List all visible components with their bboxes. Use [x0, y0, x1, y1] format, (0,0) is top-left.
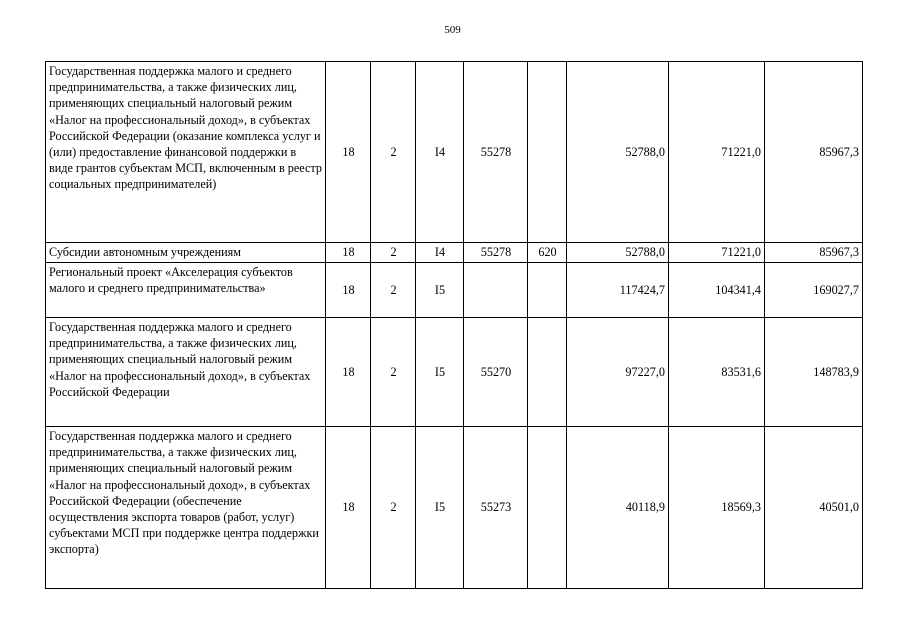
amount-year-1: 52788,0 — [567, 243, 669, 263]
table-row — [46, 243, 863, 263]
amount-year-2: 71221,0 — [669, 62, 765, 243]
section-code: 2 — [371, 427, 416, 589]
target-code — [464, 263, 528, 318]
row-name: Региональный проект «Акселерация субъектов малого и среднего предпринимательства» — [46, 263, 326, 318]
amount-year-2: 71221,0 — [669, 243, 765, 263]
row-name: Субсидии автономным учреждениям — [46, 243, 326, 263]
amount-year-2: 18569,3 — [669, 427, 765, 589]
target-code: 55278 — [464, 62, 528, 243]
ministry-code: 18 — [326, 243, 371, 263]
amount-year-3: 169027,7 — [765, 263, 863, 318]
row-name: Государственная поддержка малого и среднего предпринимательства, а также физических лиц, применяющих специальный налоговый режим «Налог на профессиональный доход», в субъектах Российской Федерации (оказание комплекса услуг и (или) предоставление финансовой поддержки в виде грантов субъектам МСП, включенным в реестр социальных предпринимателей) — [46, 62, 326, 243]
ministry-code: 18 — [326, 427, 371, 589]
amount-year-1: 40118,9 — [567, 427, 669, 589]
target-code: 55270 — [464, 318, 528, 427]
expense-type-code: 620 — [528, 243, 567, 263]
ministry-code: 18 — [326, 62, 371, 243]
ministry-code: 18 — [326, 263, 371, 318]
table-row — [46, 318, 863, 427]
row-name: Государственная поддержка малого и среднего предпринимательства, а также физических лиц, применяющих специальный налоговый режим «Налог на профессиональный доход», в субъектах Российской Федерации (обеспечение осуществления экспорта товаров (работ, услуг) субъектами МСП при поддержке центра поддержки экспорта) — [46, 427, 326, 589]
amount-year-3: 40501,0 — [765, 427, 863, 589]
expense-type-code — [528, 263, 567, 318]
subsection-code: I5 — [416, 427, 464, 589]
amount-year-1: 52788,0 — [567, 62, 669, 243]
table-row — [46, 427, 863, 589]
section-code: 2 — [371, 62, 416, 243]
amount-year-2: 104341,4 — [669, 263, 765, 318]
subsection-code: I4 — [416, 243, 464, 263]
amount-year-1: 117424,7 — [567, 263, 669, 318]
section-code: 2 — [371, 263, 416, 318]
table-row — [46, 263, 863, 318]
row-name: Государственная поддержка малого и среднего предпринимательства, а также физических лиц, применяющих специальный налоговый режим «Налог на профессиональный доход», в субъектах Российской Федерации — [46, 318, 326, 427]
expense-type-code — [528, 318, 567, 427]
subsection-code: I5 — [416, 318, 464, 427]
budget-table — [45, 61, 863, 589]
target-code: 55278 — [464, 243, 528, 263]
table-row — [46, 62, 863, 243]
amount-year-2: 83531,6 — [669, 318, 765, 427]
ministry-code: 18 — [326, 318, 371, 427]
section-code: 2 — [371, 318, 416, 427]
amount-year-3: 148783,9 — [765, 318, 863, 427]
subsection-code: I4 — [416, 62, 464, 243]
amount-year-3: 85967,3 — [765, 243, 863, 263]
expense-type-code — [528, 62, 567, 243]
amount-year-1: 97227,0 — [567, 318, 669, 427]
amount-year-3: 85967,3 — [765, 62, 863, 243]
target-code: 55273 — [464, 427, 528, 589]
subsection-code: I5 — [416, 263, 464, 318]
section-code: 2 — [371, 243, 416, 263]
page-number: 509 — [444, 24, 461, 36]
expense-type-code — [528, 427, 567, 589]
